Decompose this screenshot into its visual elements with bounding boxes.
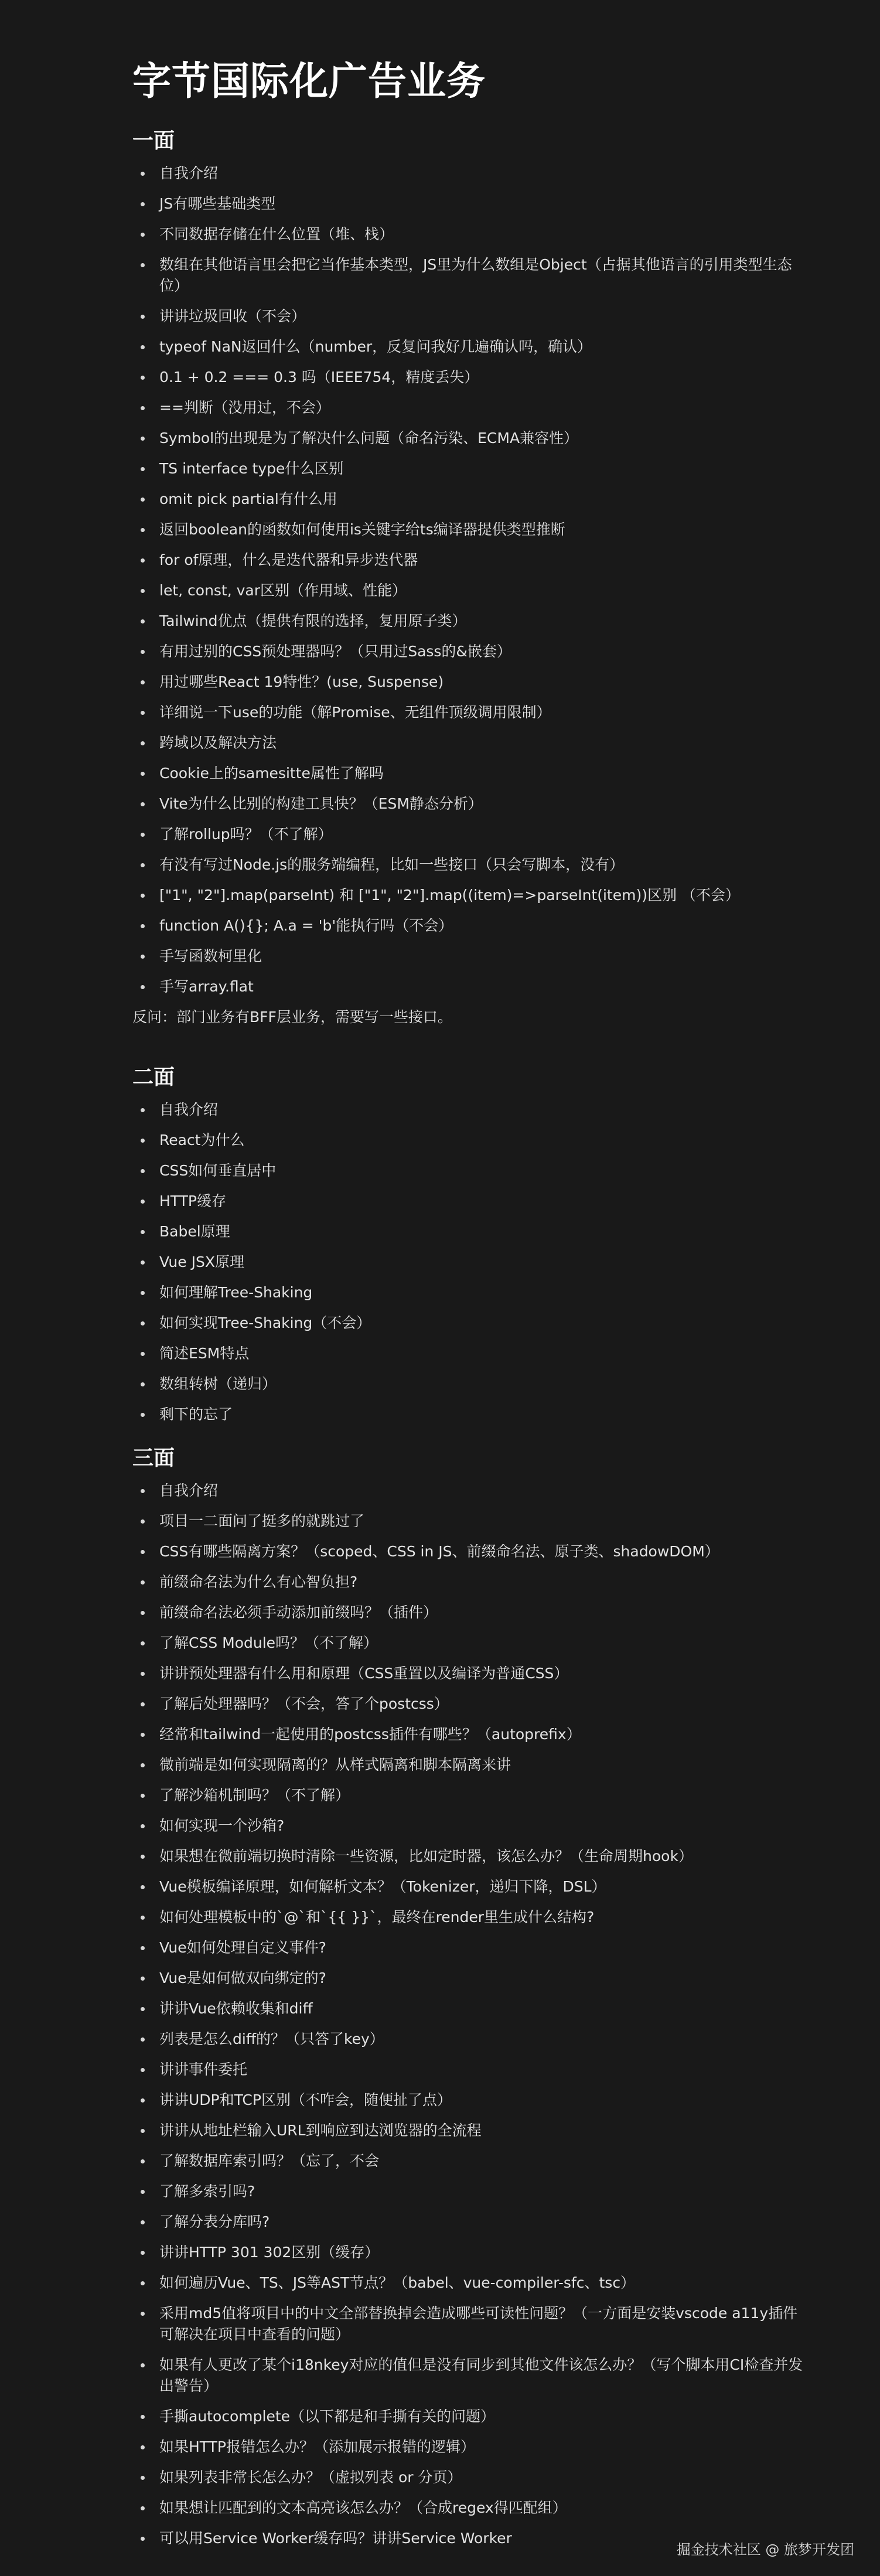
list-item: 了解分表分库吗? xyxy=(132,2212,812,2233)
list-item: 手写函数柯里化 xyxy=(132,946,812,967)
list-item: 了解数据库索引吗？（忘了，不会 xyxy=(132,2151,812,2172)
list-item: 讲讲UDP和TCP区别（不咋会，随便扯了点） xyxy=(132,2090,812,2111)
list-item: Symbol的出现是为了解决什么问题（命名污染、ECMA兼容性） xyxy=(132,428,812,449)
page-title: 字节国际化广告业务 xyxy=(132,59,486,104)
section-heading: 二面 xyxy=(132,1065,175,1089)
list-item: TS interface type什么区别 xyxy=(132,458,812,479)
list-item: 讲讲Vue依赖收集和diff xyxy=(132,1998,812,2019)
section-round-2 xyxy=(132,1062,812,1434)
list-item: Babel原理 xyxy=(132,1221,812,1242)
list-item: function A(){}; A.a = 'b'能执行吗（不会） xyxy=(132,915,812,936)
list-item: 简述ESM特点 xyxy=(132,1343,812,1364)
list-item: 数组转树（递归） xyxy=(132,1374,812,1395)
list-item: 采用md5值将项目中的中文全部替换掉会造成哪些可读性问题？（一方面是安装vscode a11y插件可解决在项目中查看的问题） xyxy=(132,2303,812,2345)
section-round-1 xyxy=(132,125,812,1028)
list-item: 前缀命名法必须手动添加前缀吗？（插件） xyxy=(132,1602,812,1623)
list-item: 手撕autocomplete（以下都是和手撕有关的问题） xyxy=(132,2406,812,2427)
list-item: 如果有人更改了某个i18nkey对应的值但是没有同步到其他文件该怎么办？（写个脚本用CI检查并发出警告） xyxy=(132,2354,812,2397)
list-item: 有用过别的CSS预处理器吗？（只用过Sass的&嵌套） xyxy=(132,641,812,662)
list-item: 如果想让匹配到的文本高亮该怎么办？（合成regex得匹配组） xyxy=(132,2497,812,2519)
list-item: Vite为什么比别的构建工具快？（ESM静态分析） xyxy=(132,793,812,815)
list-item: ==判断（没用过，不会） xyxy=(132,397,812,418)
list-item: 如何处理模板中的`@`和`{{ }}`，最终在render里生成什么结构? xyxy=(132,1907,812,1928)
list-item: 可以用Service Worker缓存吗？讲讲Service Worker xyxy=(132,2528,812,2549)
list-item: omit pick partial有什么用 xyxy=(132,489,812,510)
list-item: Vue JSX原理 xyxy=(132,1252,812,1273)
list-item: 讲讲预处理器有什么用和原理（CSS重置以及编译为普通CSS） xyxy=(132,1663,812,1684)
list-item: CSS有哪些隔离方案？（scoped、CSS in JS、前缀命名法、原子类、shadowDOM） xyxy=(132,1541,812,1562)
list-item: 自我介绍 xyxy=(132,1480,812,1501)
list-item: 0.1 + 0.2 === 0.3 吗（IEEE754，精度丢失） xyxy=(132,367,812,388)
question-list xyxy=(132,1099,812,1425)
list-item: 如何遍历Vue、TS、JS等AST节点？（babel、vue-compiler-sfc、tsc） xyxy=(132,2272,812,2294)
list-item: 讲讲从地址栏输入URL到响应到达浏览器的全流程 xyxy=(132,2120,812,2141)
list-item: 不同数据存储在什么位置（堆、栈） xyxy=(132,224,812,245)
list-item: 讲讲HTTP 301 302区别（缓存） xyxy=(132,2242,812,2263)
list-item: 讲讲事件委托 xyxy=(132,2059,812,2080)
list-item: 跨域以及解决方法 xyxy=(132,732,812,754)
list-item: Cookie上的samesitte属性了解吗 xyxy=(132,763,812,784)
list-item: 列表是怎么diff的？（只答了key） xyxy=(132,2029,812,2050)
list-item: 了解多索引吗? xyxy=(132,2181,812,2202)
watermark: 掘金技术社区 @ 旅梦开发团 xyxy=(676,2541,854,2558)
section-heading: 一面 xyxy=(132,129,175,153)
list-item: 讲讲垃圾回收（不会） xyxy=(132,306,812,327)
list-item: 微前端是如何实现隔离的？从样式隔离和脚本隔离来讲 xyxy=(132,1754,812,1776)
list-item: 了解CSS Module吗？（不了解） xyxy=(132,1633,812,1654)
list-item: let, const, var区别（作用域、性能） xyxy=(132,580,812,601)
list-item: Tailwind优点（提供有限的选择，复用原子类） xyxy=(132,611,812,632)
list-item: 项目一二面问了挺多的就跳过了 xyxy=(132,1511,812,1532)
list-item: 如果列表非常长怎么办？（虚拟列表 or 分页） xyxy=(132,2467,812,2488)
list-item: CSS如何垂直居中 xyxy=(132,1160,812,1181)
list-item: typeof NaN返回什么（number，反复问我好几遍确认吗，确认） xyxy=(132,336,812,357)
list-item: React为什么 xyxy=(132,1130,812,1151)
follow-up-note: 反问：部门业务有BFF层业务，需要写一些接口。 xyxy=(132,1008,452,1025)
list-item: 详细说一下use的功能（解Promise、无组件顶级调用限制） xyxy=(132,702,812,723)
list-item: 如何理解Tree-Shaking xyxy=(132,1282,812,1303)
section-round-3 xyxy=(132,1443,812,2558)
list-item: 前缀命名法为什么有心智负担? xyxy=(132,1572,812,1593)
section-heading: 三面 xyxy=(132,1446,175,1470)
list-item: 了解rollup吗？（不了解） xyxy=(132,824,812,845)
list-item: 经常和tailwind一起使用的postcss插件有哪些？（autoprefix） xyxy=(132,1724,812,1745)
question-list xyxy=(132,163,812,997)
list-item: 了解后处理器吗？（不会，答了个postcss） xyxy=(132,1694,812,1715)
list-item: 如何实现一个沙箱? xyxy=(132,1815,812,1836)
list-item: 如果HTTP报错怎么办？（添加展示报错的逻辑） xyxy=(132,2437,812,2458)
list-item: Vue是如何做双向绑定的? xyxy=(132,1968,812,1989)
list-item: Vue如何处理自定义事件? xyxy=(132,1937,812,1958)
list-item: 返回boolean的函数如何使用is关键字给ts编译器提供类型推断 xyxy=(132,519,812,540)
list-item: for of原理，什么是迭代器和异步迭代器 xyxy=(132,550,812,571)
question-list xyxy=(132,1480,812,2549)
list-item: 剩下的忘了 xyxy=(132,1404,812,1425)
list-item: 用过哪些React 19特性？(use, Suspense) xyxy=(132,672,812,693)
list-item: 了解沙箱机制吗？（不了解） xyxy=(132,1785,812,1806)
list-item: 有没有写过Node.js的服务端编程，比如一些接口（只会写脚本，没有） xyxy=(132,854,812,875)
list-item: JS有哪些基础类型 xyxy=(132,193,812,214)
list-item: 自我介绍 xyxy=(132,1099,812,1120)
list-item: HTTP缓存 xyxy=(132,1191,812,1212)
list-item: 自我介绍 xyxy=(132,163,812,184)
list-item: 数组在其他语言里会把它当作基本类型，JS里为什么数组是Object（占据其他语言的引用类型生态位） xyxy=(132,254,812,297)
list-item: ["1", "2"].map(parseInt) 和 ["1", "2"].map((item)=>parseInt(item))区别 （不会） xyxy=(132,885,812,906)
list-item: Vue模板编译原理，如何解析文本？（Tokenizer，递归下降，DSL） xyxy=(132,1876,812,1897)
list-item: 如果想在微前端切换时清除一些资源，比如定时器，该怎么办？（生命周期hook） xyxy=(132,1846,812,1867)
list-item: 手写array.flat xyxy=(132,976,812,997)
list-item: 如何实现Tree-Shaking（不会） xyxy=(132,1313,812,1334)
